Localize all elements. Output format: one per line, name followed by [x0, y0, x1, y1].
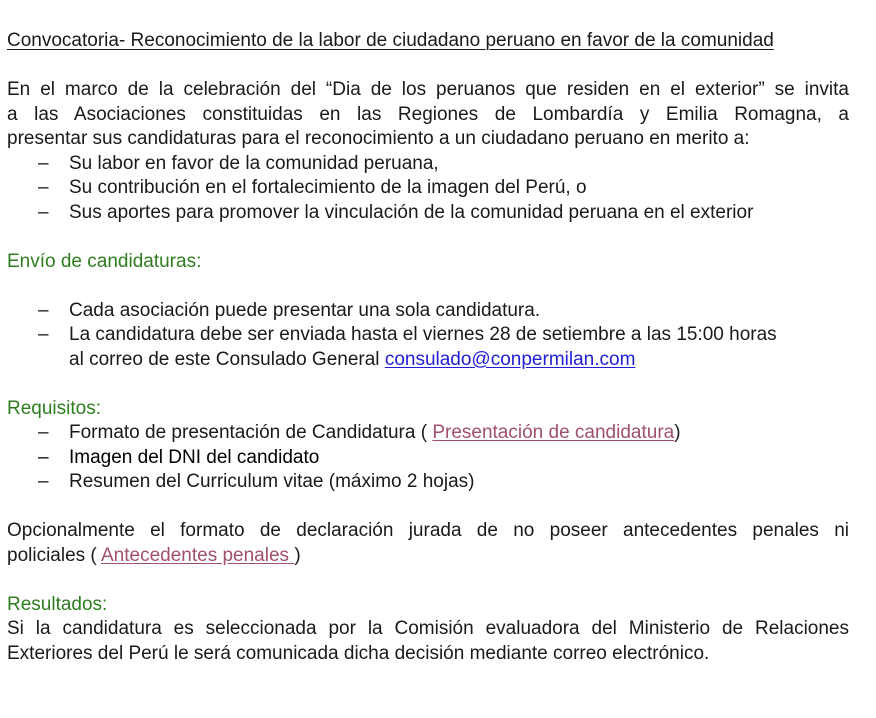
- criteria-item-text: Sus aportes para promover la vinculación de la comunidad peruana en el exterior: [69, 201, 754, 223]
- spacer: [7, 568, 849, 593]
- spacer: [7, 372, 849, 397]
- intro-line-1: En el marco de la celebración del “Dia de los peruanos que residen en el exterior” se invita: [7, 79, 849, 100]
- spacer: [7, 225, 849, 250]
- intro-line-2: a las Asociaciones constituidas en las Regiones de Lombardía y Emilia Romagna, a: [7, 103, 849, 125]
- spacer: [7, 495, 849, 520]
- envio-item-text: La candidatura debe ser enviada hasta el viernes 28 de setiembre a las 15:00 horas: [69, 324, 777, 345]
- dash-bullet: –: [38, 152, 49, 174]
- criteria-item: [7, 176, 849, 201]
- spacer: [7, 274, 849, 299]
- requisitos-item-suffix: ): [674, 422, 681, 443]
- requisitos-item: [7, 446, 849, 471]
- requisitos-item-text: Imagen del DNI del candidato: [69, 446, 320, 468]
- requisitos-item: [7, 470, 849, 495]
- dash-bullet: –: [38, 471, 49, 492]
- envio-item-continuation: [7, 348, 849, 373]
- requisitos-item: [7, 421, 849, 446]
- intro-line-3: presentar sus candidaturas para el reconocimiento a un ciudadano peruano en merito a:: [7, 128, 750, 149]
- opcional-prefix: policiales (: [7, 544, 101, 566]
- criteria-item-text: Su contribución en el fortalecimiento de la imagen del Perú, o: [69, 177, 587, 198]
- criteria-item-text: Su labor en favor de la comunidad peruana,: [69, 152, 439, 174]
- document-title: Convocatoria- Reconocimiento de la labor de ciudadano peruano en favor de la comunidad: [7, 30, 774, 51]
- document-page: [7, 29, 849, 666]
- envio-item: [7, 299, 849, 324]
- dash-bullet: –: [38, 422, 49, 443]
- dash-bullet: –: [38, 299, 49, 321]
- resultados-heading: Resultados:: [7, 593, 108, 615]
- antecedentes-penales-link[interactable]: Antecedentes penales: [101, 544, 295, 566]
- opcional-line-1: Opcionalmente el formato de declaración jurada de no poseer antecedentes penales ni: [7, 520, 849, 541]
- envio-item-text: Cada asociación puede presentar una sola candidatura.: [69, 299, 541, 321]
- criteria-item: [7, 201, 849, 226]
- dash-bullet: –: [38, 201, 49, 223]
- envio-heading: Envío de candidaturas:: [7, 250, 202, 272]
- envio-item: [7, 323, 849, 348]
- email-link[interactable]: consulado@conpermilan.com: [384, 348, 636, 370]
- presentacion-candidatura-link[interactable]: Presentación de candidatura: [432, 422, 675, 443]
- opcional-line-2: [7, 544, 849, 569]
- envio-email-prefix: al correo de este Consulado General: [69, 348, 385, 370]
- resultados-line-1: Si la candidatura es seleccionada por la Comisión evaluadora del Ministerio de Relaciones: [7, 618, 849, 639]
- requisitos-item-prefix: Formato de presentación de Candidatura (: [69, 422, 433, 443]
- opcional-suffix: ): [294, 544, 301, 566]
- requisitos-item-text: Resumen del Curriculum vitae (máximo 2 hojas): [69, 471, 475, 492]
- criteria-item: [7, 152, 849, 177]
- dash-bullet: –: [38, 177, 49, 198]
- dash-bullet: –: [38, 446, 49, 468]
- dash-bullet: –: [38, 324, 49, 345]
- resultados-line-2: Exteriores del Perú le será comunicada dicha decisión mediante correo electrónico.: [7, 642, 710, 664]
- spacer: [7, 54, 849, 79]
- requisitos-heading: Requisitos:: [7, 397, 101, 419]
